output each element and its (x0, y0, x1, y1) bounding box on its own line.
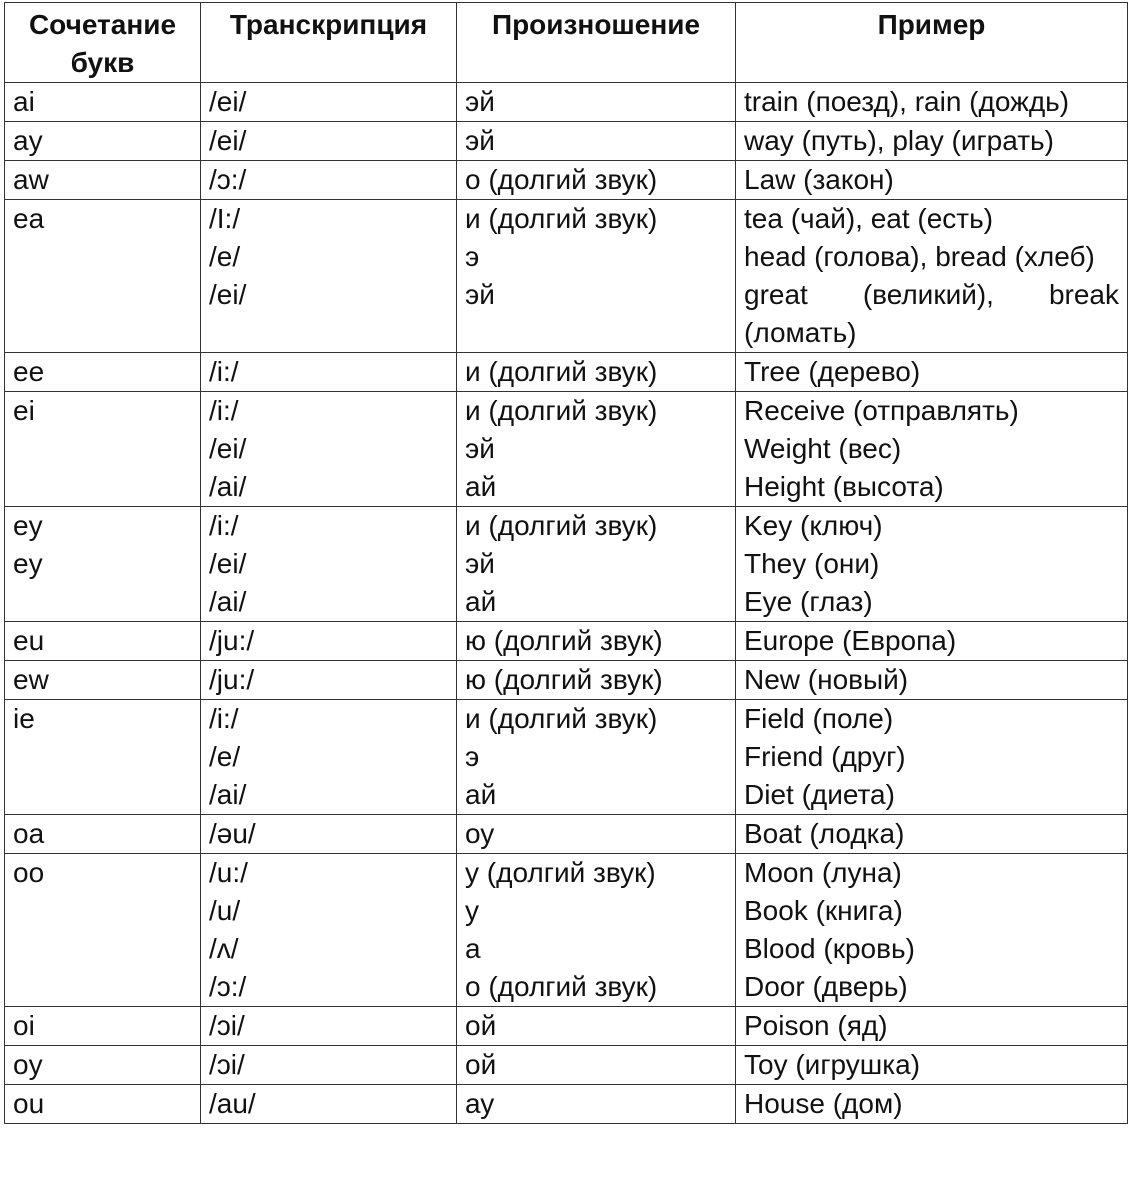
pronunciation-text: ой (465, 1049, 497, 1080)
example-text: Weight (вес) (744, 433, 902, 464)
cell-transcription (201, 1007, 457, 1046)
pronunciation-text: ай (465, 586, 497, 617)
cell-combination (5, 122, 201, 161)
cell-pronunciation (457, 854, 736, 1007)
combination-text: ew (13, 664, 49, 695)
header-transcription: Транскрипция (201, 3, 457, 83)
cell-combination (5, 1007, 201, 1046)
example-text: great (великий), break (ломать) (744, 279, 1119, 348)
cell-combination (5, 392, 201, 507)
pronunciation-text: ю (долгий звук) (465, 664, 663, 695)
transcription-text: /ɔi/ (209, 1010, 245, 1041)
header-combination: Сочетание букв (5, 3, 201, 83)
cell-pronunciation (457, 700, 736, 815)
transcription-text: /ɔ:/ (209, 164, 247, 195)
pronunciation-text: эй (465, 548, 495, 579)
transcription-text: /ei/ (209, 433, 247, 464)
cell-transcription (201, 353, 457, 392)
example-text: Moon (луна) (744, 857, 902, 888)
letter-combinations-table (4, 2, 1128, 1124)
pronunciation-text: и (долгий звук) (465, 510, 658, 541)
pronunciation-text: эй (465, 433, 495, 464)
pronunciation-text: о (долгий звук) (465, 164, 658, 195)
cell-transcription (201, 83, 457, 122)
cell-example (736, 1046, 1128, 1085)
table-row (5, 1046, 1128, 1085)
example-text: Book (книга) (744, 895, 903, 926)
transcription-text: /ju:/ (209, 664, 255, 695)
example-text: Key (ключ) (744, 510, 883, 541)
example-text: Eye (глаз) (744, 586, 873, 617)
cell-combination (5, 854, 201, 1007)
pronunciation-text: ау (465, 1088, 495, 1119)
cell-example (736, 1007, 1128, 1046)
pronunciation-text: эй (465, 86, 495, 117)
example-text: Field (поле) (744, 703, 894, 734)
cell-transcription (201, 1046, 457, 1085)
cell-transcription (201, 392, 457, 507)
example-text: train (поезд), rain (дождь) (744, 86, 1070, 117)
cell-example (736, 661, 1128, 700)
cell-combination (5, 661, 201, 700)
table-row (5, 83, 1128, 122)
example-text: Height (высота) (744, 471, 944, 502)
cell-example (736, 622, 1128, 661)
transcription-text: /ei/ (209, 548, 247, 579)
cell-combination (5, 161, 201, 200)
cell-transcription (201, 854, 457, 1007)
pronunciation-text: у (465, 895, 479, 926)
pronunciation-text: у (долгий звук) (465, 857, 656, 888)
cell-pronunciation (457, 815, 736, 854)
cell-combination (5, 1085, 201, 1124)
cell-transcription (201, 815, 457, 854)
combination-text: ei (13, 395, 35, 426)
transcription-text: /I:/ (209, 203, 241, 234)
combination-text: ay (13, 125, 43, 156)
table-row (5, 507, 1128, 622)
cell-combination (5, 200, 201, 353)
pronunciation-text: э (465, 741, 480, 772)
transcription-text: /au/ (209, 1088, 256, 1119)
table-row (5, 122, 1128, 161)
combination-text: ee (13, 356, 45, 387)
example-text: Europe (Европа) (744, 625, 957, 656)
cell-combination (5, 83, 201, 122)
example-text: Poison (яд) (744, 1010, 888, 1041)
transcription-text: /ai/ (209, 779, 247, 810)
example-text: Door (дверь) (744, 971, 908, 1002)
combination-text: ou (13, 1088, 45, 1119)
combination-text: aw (13, 164, 49, 195)
transcription-text: /i:/ (209, 703, 239, 734)
cell-combination (5, 1046, 201, 1085)
pronunciation-text: ай (465, 779, 497, 810)
transcription-text: /ei/ (209, 125, 247, 156)
example-text: House (дом) (744, 1088, 903, 1119)
transcription-text: /i:/ (209, 356, 239, 387)
combination-text: ie (13, 703, 35, 734)
transcription-text: /ai/ (209, 586, 247, 617)
pronunciation-text: о (долгий звук) (465, 971, 658, 1002)
cell-pronunciation (457, 353, 736, 392)
combination-text: oa (13, 818, 45, 849)
header-row (5, 3, 1128, 83)
cell-example (736, 353, 1128, 392)
transcription-text: /ei/ (209, 86, 247, 117)
table-row (5, 353, 1128, 392)
combination-text: oi (13, 1010, 35, 1041)
cell-pronunciation (457, 661, 736, 700)
cell-pronunciation (457, 1085, 736, 1124)
table-row (5, 815, 1128, 854)
example-text: head (голова), bread (хлеб) (744, 241, 1095, 272)
cell-example (736, 392, 1128, 507)
cell-pronunciation (457, 200, 736, 353)
cell-pronunciation (457, 83, 736, 122)
cell-combination (5, 507, 201, 622)
pronunciation-text: эй (465, 279, 495, 310)
transcription-text: /ai/ (209, 471, 247, 502)
transcription-text: /e/ (209, 241, 241, 272)
pronunciation-text: и (долгий звук) (465, 203, 658, 234)
cell-pronunciation (457, 1007, 736, 1046)
cell-example (736, 815, 1128, 854)
example-text: They (они) (744, 548, 880, 579)
transcription-text: /i:/ (209, 510, 239, 541)
cell-example (736, 507, 1128, 622)
example-text: way (путь), play (играть) (744, 125, 1054, 156)
pronunciation-text: ой (465, 1010, 497, 1041)
transcription-text: /e/ (209, 741, 241, 772)
cell-combination (5, 622, 201, 661)
table-row (5, 1085, 1128, 1124)
combination-text: oy (13, 1049, 43, 1080)
table-row (5, 854, 1128, 1007)
example-text: Diet (диета) (744, 779, 895, 810)
combination-text: eu (13, 625, 45, 656)
cell-transcription (201, 507, 457, 622)
cell-transcription (201, 200, 457, 353)
combination-text: ai (13, 86, 35, 117)
transcription-text: /ei/ (209, 279, 247, 310)
example-text: Law (закон) (744, 164, 894, 195)
table-row (5, 622, 1128, 661)
pronunciation-text: а (465, 933, 481, 964)
pronunciation-text: и (долгий звук) (465, 395, 658, 426)
example-text: Toy (игрушка) (744, 1049, 921, 1080)
table-row (5, 392, 1128, 507)
cell-pronunciation (457, 122, 736, 161)
combination-text: ea (13, 203, 45, 234)
cell-pronunciation (457, 392, 736, 507)
cell-example (736, 200, 1128, 353)
example-text: Tree (дерево) (744, 356, 921, 387)
cell-pronunciation (457, 161, 736, 200)
example-text: Receive (отправлять) (744, 395, 1019, 426)
example-text: tea (чай), eat (есть) (744, 203, 994, 234)
cell-transcription (201, 1085, 457, 1124)
cell-pronunciation (457, 507, 736, 622)
combination-text: ey (13, 548, 43, 579)
header-pronunciation: Произношение (457, 3, 736, 83)
pronunciation-text: и (долгий звук) (465, 703, 658, 734)
cell-example (736, 700, 1128, 815)
cell-transcription (201, 161, 457, 200)
table-row (5, 700, 1128, 815)
example-text: Friend (друг) (744, 741, 906, 772)
transcription-text: /i:/ (209, 395, 239, 426)
transcription-text: /ɔ:/ (209, 971, 247, 1002)
header-example: Пример (736, 3, 1128, 83)
cell-combination (5, 815, 201, 854)
cell-transcription (201, 122, 457, 161)
table-row (5, 661, 1128, 700)
table-row (5, 200, 1128, 353)
transcription-text: /əu/ (209, 818, 256, 849)
pronunciation-text: и (долгий звук) (465, 356, 658, 387)
cell-transcription (201, 622, 457, 661)
combination-text: oo (13, 857, 45, 888)
cell-example (736, 854, 1128, 1007)
transcription-text: /ɔi/ (209, 1049, 245, 1080)
pronunciation-text: ай (465, 471, 497, 502)
transcription-text: /u:/ (209, 857, 248, 888)
cell-combination (5, 353, 201, 392)
pronunciation-text: э (465, 241, 480, 272)
transcription-text: /ʌ/ (209, 933, 239, 964)
cell-transcription (201, 661, 457, 700)
pronunciation-text: ю (долгий звук) (465, 625, 663, 656)
cell-example (736, 1085, 1128, 1124)
cell-transcription (201, 700, 457, 815)
cell-example (736, 122, 1128, 161)
transcription-text: /u/ (209, 895, 241, 926)
cell-combination (5, 700, 201, 815)
example-text: Blood (кровь) (744, 933, 915, 964)
table-row (5, 161, 1128, 200)
example-text: Boat (лодка) (744, 818, 905, 849)
table-row (5, 1007, 1128, 1046)
cell-pronunciation (457, 1046, 736, 1085)
transcription-text: /ju:/ (209, 625, 255, 656)
table-body (5, 83, 1128, 1124)
cell-example (736, 83, 1128, 122)
example-text: New (новый) (744, 664, 909, 695)
pronunciation-text: оу (465, 818, 495, 849)
combination-text: ey (13, 510, 43, 541)
cell-example (736, 161, 1128, 200)
pronunciation-text: эй (465, 125, 495, 156)
cell-pronunciation (457, 622, 736, 661)
